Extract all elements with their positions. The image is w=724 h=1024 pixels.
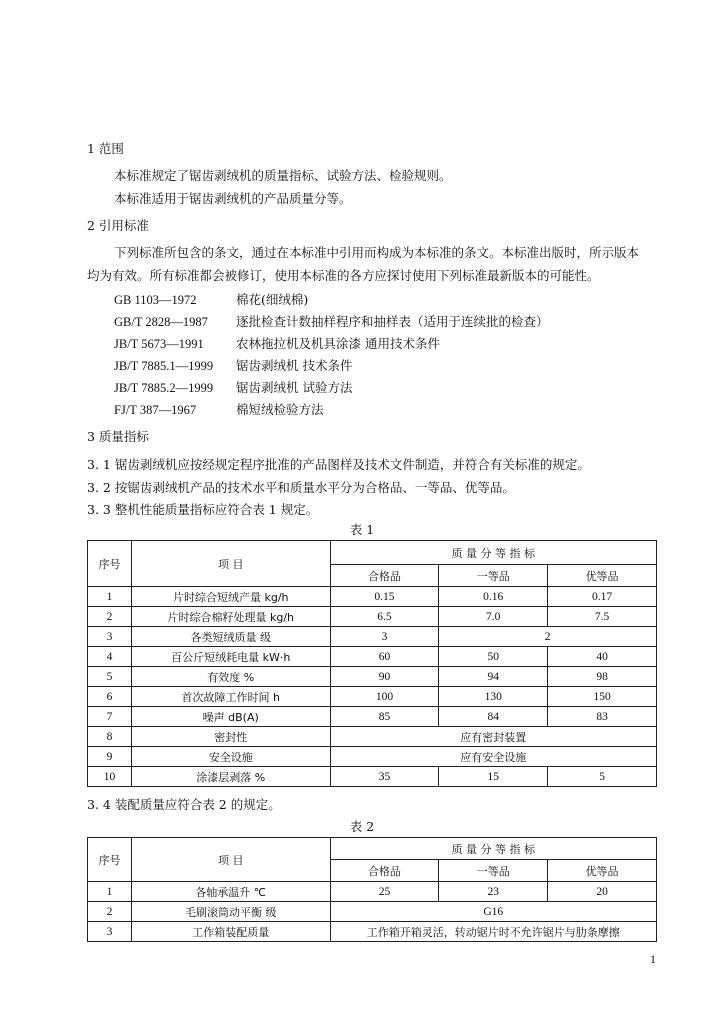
table-row bbox=[88, 587, 657, 607]
reference-code: JB/T 7885.2—1999 bbox=[114, 381, 214, 395]
cell-first-class: 7.0 bbox=[439, 607, 548, 627]
cell-merged-grade: 应有密封装置 bbox=[330, 727, 656, 747]
row-no: 3 bbox=[88, 922, 132, 942]
reference-code: FJ/T 387—1967 bbox=[114, 403, 197, 417]
cell-qualified: 3 bbox=[330, 627, 439, 647]
table-header-qualified: 合格品 bbox=[330, 860, 439, 882]
reference-title: 棉短绒检验方法 bbox=[236, 402, 324, 417]
table-row bbox=[88, 902, 657, 922]
row-no: 4 bbox=[88, 647, 132, 667]
reference-item bbox=[114, 312, 549, 330]
table-header-qualified: 合格品 bbox=[330, 565, 439, 587]
cell-qualified: 60 bbox=[330, 647, 439, 667]
table-1-caption: 表 1 bbox=[349, 522, 375, 537]
table-row bbox=[88, 667, 657, 687]
reference-code: GB 1103—1972 bbox=[114, 293, 197, 307]
cell-first-superior-merged: 2 bbox=[439, 627, 657, 647]
table-row bbox=[88, 647, 657, 667]
row-no: 2 bbox=[88, 902, 132, 922]
section-1-para-1: 本标准规定了锯齿剥绒机的质量指标、试验方法、检验规则。 bbox=[114, 168, 452, 183]
row-no: 8 bbox=[88, 727, 132, 747]
row-item: 百公斤短绒耗电量 kW·h bbox=[131, 647, 330, 667]
table-row bbox=[88, 627, 657, 647]
reference-code: GB/T 2828—1987 bbox=[114, 315, 208, 329]
row-item: 工作箱装配质量 bbox=[131, 922, 330, 942]
section-2-para-line-1: 下列标准所包含的条文，通过在本标准中引用而构成为本标准的条文。本标准出版时，所示版本 bbox=[114, 245, 640, 260]
table-header-first-class: 一等品 bbox=[439, 860, 548, 882]
row-no: 3 bbox=[88, 627, 132, 647]
row-item: 安全设施 bbox=[131, 747, 330, 767]
cell-superior: 5 bbox=[548, 767, 657, 787]
reference-title: 棉花(细绒棉) bbox=[236, 292, 309, 307]
section-2-title: 2 引用标准 bbox=[87, 218, 149, 233]
cell-superior: 150 bbox=[548, 687, 657, 707]
table-header-item: 项 目 bbox=[131, 541, 330, 587]
page-number: 1 bbox=[650, 952, 656, 966]
cell-first-class: 130 bbox=[439, 687, 548, 707]
cell-merged-grade: 工作箱开箱灵活，转动锯片时不允许锯片与肋条摩擦 bbox=[330, 922, 656, 942]
reference-item bbox=[114, 356, 352, 374]
table-header-superior: 优等品 bbox=[548, 565, 657, 587]
cell-qualified: 90 bbox=[330, 667, 439, 687]
reference-title: 锯齿剥绒机 技术条件 bbox=[236, 358, 353, 373]
reference-title: 逐批检查计数抽样程序和抽样表（适用于连续批的检查） bbox=[236, 314, 549, 329]
row-item: 有效度 % bbox=[131, 667, 330, 687]
row-item: 涂漆层剥落 % bbox=[131, 767, 330, 787]
cell-qualified: 25 bbox=[330, 882, 439, 902]
row-no: 9 bbox=[88, 747, 132, 767]
row-item: 首次故障工作时间 h bbox=[131, 687, 330, 707]
cell-first-class: 23 bbox=[439, 882, 548, 902]
cell-qualified: 100 bbox=[330, 687, 439, 707]
table-header-superior: 优等品 bbox=[548, 860, 657, 882]
row-item: 各轴承温升 ℃ bbox=[131, 882, 330, 902]
table-header-item: 项 目 bbox=[131, 838, 330, 882]
table-header-grade: 质 量 分 等 指 标 bbox=[330, 541, 656, 565]
cell-first-class: 50 bbox=[439, 647, 548, 667]
cell-merged-grade: G16 bbox=[330, 902, 656, 922]
row-no: 7 bbox=[88, 707, 132, 727]
section-3-title: 3 质量指标 bbox=[87, 429, 149, 444]
row-item: 片时综合棉籽处理量 kg/h bbox=[131, 607, 330, 627]
cell-first-class: 84 bbox=[439, 707, 548, 727]
cell-qualified: 0.15 bbox=[330, 587, 439, 607]
row-item: 各类短绒质量 级 bbox=[131, 627, 330, 647]
table-row bbox=[88, 767, 657, 787]
cell-first-class: 15 bbox=[439, 767, 548, 787]
row-item: 噪声 dB(A) bbox=[131, 707, 330, 727]
row-no: 5 bbox=[88, 667, 132, 687]
cell-first-class: 94 bbox=[439, 667, 548, 687]
table-row bbox=[88, 882, 657, 902]
clause-3-4: 3. 4 装配质量应符合表 2 的规定。 bbox=[87, 797, 281, 812]
table-header-grade: 质 量 分 等 指 标 bbox=[330, 838, 656, 860]
reference-title: 锯齿剥绒机 试验方法 bbox=[236, 380, 353, 395]
cell-superior: 40 bbox=[548, 647, 657, 667]
cell-qualified: 35 bbox=[330, 767, 439, 787]
row-item: 片时综合短绒产量 kg/h bbox=[131, 587, 330, 607]
section-2-para-line-2: 均为有效。所有标准都会被修订，使用本标准的各方应探讨使用下列标准最新版本的可能性。 bbox=[87, 268, 600, 283]
reference-code: JB/T 7885.1—1999 bbox=[114, 359, 214, 373]
table-2 bbox=[87, 837, 657, 942]
cell-first-class: 0.16 bbox=[439, 587, 548, 607]
cell-superior: 83 bbox=[548, 707, 657, 727]
row-no: 10 bbox=[88, 767, 132, 787]
table-row bbox=[88, 922, 657, 942]
cell-qualified: 6.5 bbox=[330, 607, 439, 627]
reference-item bbox=[114, 378, 352, 396]
cell-superior: 0.17 bbox=[548, 587, 657, 607]
table-row bbox=[88, 687, 657, 707]
cell-superior: 7.5 bbox=[548, 607, 657, 627]
cell-qualified: 85 bbox=[330, 707, 439, 727]
table-row bbox=[88, 607, 657, 627]
clause-3-3: 3. 3 整机性能质量指标应符合表 1 规定。 bbox=[87, 502, 319, 517]
row-item: 毛刷滚筒动平衡 级 bbox=[131, 902, 330, 922]
reference-code: JB/T 5673—1991 bbox=[114, 337, 204, 351]
cell-superior: 98 bbox=[548, 667, 657, 687]
section-1-title: 1 范围 bbox=[87, 141, 124, 156]
clause-3-2: 3. 2 按锯齿剥绒机产品的技术水平和质量水平分为合格品、一等品、优等品。 bbox=[87, 480, 515, 495]
section-1-para-2: 本标准适用于锯齿剥绒机的产品质量分等。 bbox=[114, 191, 352, 206]
row-item: 密封性 bbox=[131, 727, 330, 747]
table-row bbox=[88, 747, 657, 767]
table-2-caption: 表 2 bbox=[349, 819, 375, 834]
cell-superior: 20 bbox=[548, 882, 657, 902]
row-no: 6 bbox=[88, 687, 132, 707]
table-row bbox=[88, 727, 657, 747]
clause-3-1: 3. 1 锯齿剥绒机应按经规定程序批准的产品图样及技术文件制造，并符合有关标准的规定。 bbox=[87, 457, 590, 472]
reference-item bbox=[114, 334, 440, 352]
table-row bbox=[88, 707, 657, 727]
row-no: 2 bbox=[88, 607, 132, 627]
cell-merged-grade: 应有安全设施 bbox=[330, 747, 656, 767]
reference-item bbox=[114, 290, 308, 308]
reference-item bbox=[114, 400, 324, 418]
table-header-no: 序号 bbox=[88, 541, 132, 587]
row-no: 1 bbox=[88, 587, 132, 607]
table-1 bbox=[87, 540, 657, 787]
table-header-no: 序号 bbox=[88, 838, 132, 882]
row-no: 1 bbox=[88, 882, 132, 902]
reference-title: 农林拖拉机及机具涂漆 通用技术条件 bbox=[236, 336, 440, 351]
table-header-first-class: 一等品 bbox=[439, 565, 548, 587]
